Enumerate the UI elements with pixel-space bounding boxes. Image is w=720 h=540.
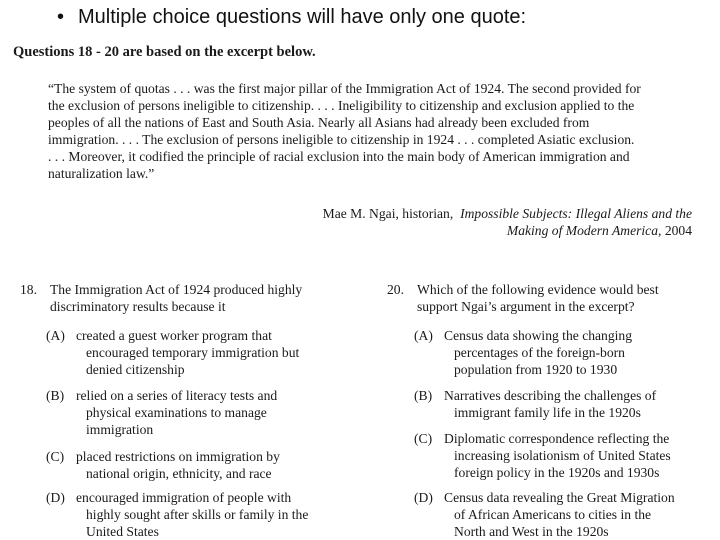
excerpt-line: peoples of all the nations of East and South Asia. Nearly all Asians had already been excluded from <box>48 115 590 130</box>
excerpt-line: the exclusion of persons ineligible to citizenship. . . . Ineligibility to citizenship and exclusion applied to the <box>48 98 635 113</box>
option-text: relied on a series of literacy tests and <box>76 388 278 403</box>
answer-option-18b[interactable] <box>46 387 277 404</box>
option-letter: (C) <box>46 449 65 464</box>
option-text: foreign policy in the 1920s and 1930s <box>454 465 660 480</box>
answer-option-20d[interactable] <box>414 489 675 506</box>
option-letter: (B) <box>414 388 433 403</box>
option-text: highly sought after skills or family in the <box>86 507 309 522</box>
option-text: North and West in the 1920s <box>454 524 609 539</box>
answer-option-18d[interactable] <box>46 489 291 506</box>
option-text: United States <box>86 524 159 539</box>
option-text: encouraged temporary immigration but <box>86 345 300 360</box>
section-heading: Questions 18 - 20 are based on the excerpt below. <box>13 44 316 60</box>
bullet-icon: • <box>57 6 65 28</box>
excerpt-line: “The system of quotas . . . was the first major pillar of the Immigration Act of 1924. The second provided for <box>48 81 641 96</box>
option-letter: (D) <box>46 490 65 505</box>
citation-author: Mae M. Ngai, historian, <box>322 206 454 221</box>
question-stem-line: The Immigration Act of 1924 produced highly <box>50 282 303 297</box>
option-text: Diplomatic correspondence reflecting the <box>444 431 670 446</box>
option-text: physical examinations to manage <box>86 405 267 420</box>
option-text: denied citizenship <box>86 362 185 377</box>
answer-option-20a[interactable] <box>414 327 632 344</box>
option-text: immigration <box>86 422 154 437</box>
option-text: placed restrictions on immigration by <box>76 449 280 464</box>
option-text: Census data revealing the Great Migration <box>444 490 675 505</box>
citation-line-2 <box>507 223 692 239</box>
answer-option-18c[interactable] <box>46 448 280 465</box>
slide-title-text: Multiple choice questions will have only one quote: <box>78 6 527 28</box>
option-text: created a guest worker program that <box>76 328 272 343</box>
option-text: percentages of the foreign-born <box>454 345 625 360</box>
option-text: population from 1920 to 1930 <box>454 362 618 377</box>
option-letter: (B) <box>46 388 65 403</box>
answer-option-18a[interactable] <box>46 327 272 344</box>
question-20-stem <box>387 281 659 298</box>
question-number: 18. <box>20 282 37 297</box>
option-text: Census data showing the changing <box>444 328 633 343</box>
question-stem-line: discriminatory results because it <box>50 299 226 314</box>
question-number: 20. <box>387 282 404 297</box>
answer-option-20b[interactable] <box>414 387 656 404</box>
option-text: immigrant family life in the 1920s <box>454 405 641 420</box>
option-letter: (D) <box>414 490 433 505</box>
citation-work-title: Impossible Subjects: Illegal Aliens and the <box>460 206 692 221</box>
option-text: national origin, ethnicity, and race <box>86 466 272 481</box>
option-letter: (A) <box>46 328 65 343</box>
question-18-stem <box>20 281 302 298</box>
option-letter: (A) <box>414 328 433 343</box>
excerpt-line: . . . Moreover, it codified the principle of racial exclusion into the main body of American immigration and <box>48 149 630 164</box>
citation-year: , 2004 <box>658 223 692 238</box>
option-text: Narratives describing the challenges of <box>444 388 657 403</box>
option-letter: (C) <box>414 431 433 446</box>
excerpt-line: naturalization law.” <box>48 166 155 181</box>
slide-title <box>57 6 526 29</box>
question-stem-line: support Ngai’s argument in the excerpt? <box>417 299 635 314</box>
excerpt-line: immigration. . . . The exclusion of persons ineligible to citizenship in 1924 . . . completed Asiatic exclusion. <box>48 132 635 147</box>
question-stem-line: Which of the following evidence would best <box>417 282 659 297</box>
answer-option-20c[interactable] <box>414 430 669 447</box>
citation-work-subtitle: Making of Modern America <box>506 223 659 238</box>
citation-line-1 <box>323 206 692 222</box>
option-text: increasing isolationism of United States <box>454 448 671 463</box>
option-text: encouraged immigration of people with <box>76 490 292 505</box>
option-text: of African Americans to cities in the <box>454 507 652 522</box>
